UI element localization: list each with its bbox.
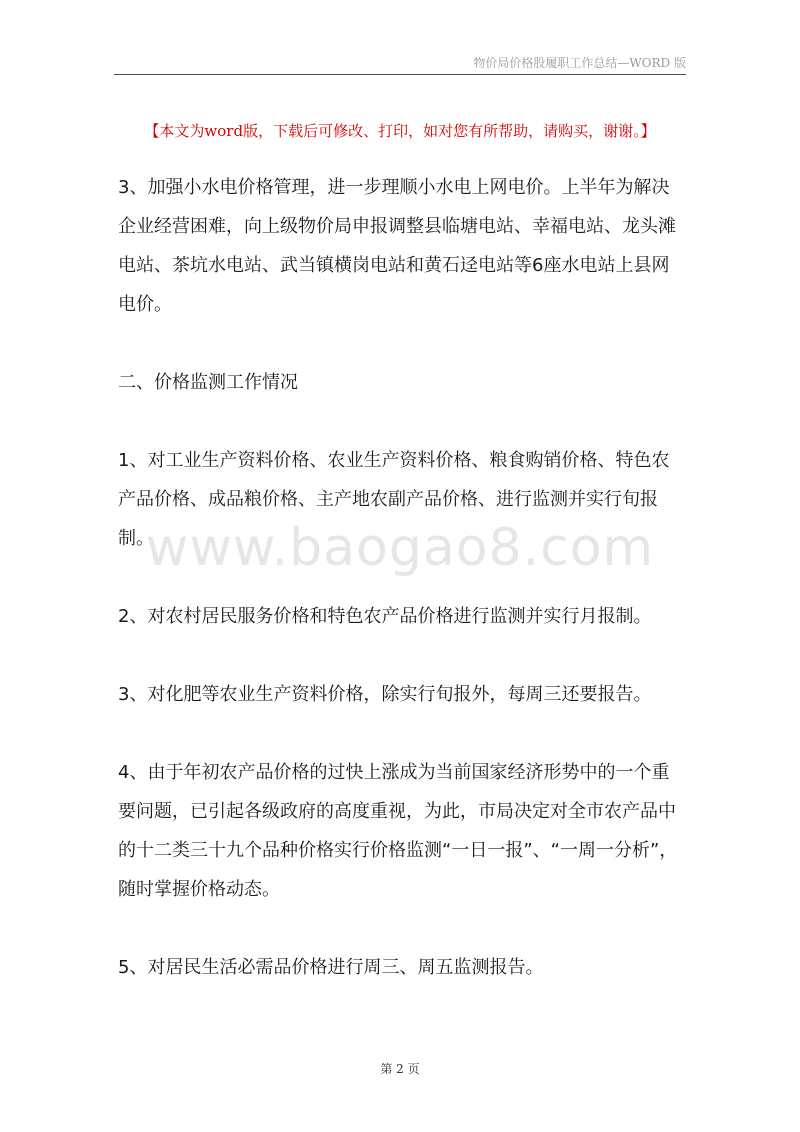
running-header: 物价局价格股履职工作总结—WORD 版: [473, 56, 686, 70]
section-heading-price-monitoring: 二、价格监测工作情况: [118, 372, 298, 393]
paragraph-monitoring-item-4: 4、由于年初农产品价格的过快上涨成为当前国家经济形势中的一个重要问题，已引起各级政府的高度重视，为此，市局决定对全市农产品中的十二类三十九个品种价格实行价格监测“一日一报”、“一周一分析”，随时掌握价格动态。: [118, 762, 678, 900]
paragraph-hydropower-pricing: 3、加强小水电价格管理，进一步理顺小水电上网电价。上半年为解决企业经营困难，向上级物价局申报调整县临塘电站、幸福电站、龙头滩电站、茶坑水电站、武当镇横岗电站和黄石迳电站等6座水电站上县网电价。: [118, 177, 676, 315]
document-body: [118, 168, 686, 1026]
purchase-notice: 【本文为word版，下载后可修改、打印，如对您有所帮助，请购买，谢谢。】: [144, 122, 656, 140]
paragraph-monitoring-item-1: 1、对工业生产资料价格、农业生产资料价格、粮食购销价格、特色农产品价格、成品粮价格、主产地农副产品价格、进行监测并实行旬报制。: [118, 450, 670, 549]
paragraph-monitoring-item-2: 2、对农村居民服务价格和特色农产品价格进行监测并实行月报制。: [118, 606, 652, 627]
watermark: www.baogao8.com: [145, 518, 655, 578]
header-divider: [114, 74, 686, 75]
paragraph-monitoring-item-5: 5、对居民生活必需品价格进行周三、周五监测报告。: [118, 957, 544, 978]
paragraph-monitoring-item-3: 3、对化肥等农业生产资料价格，除实行旬报外，每周三还要报告。: [118, 684, 652, 705]
page-number: 第 2 页: [380, 1062, 420, 1076]
